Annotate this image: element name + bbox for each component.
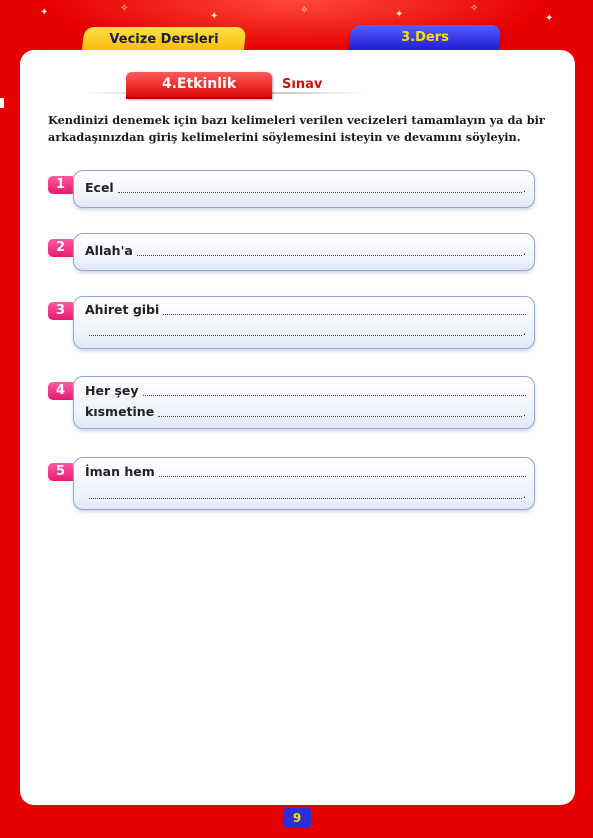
answer-box[interactable]: [73, 296, 535, 349]
prompt-label: Her şey: [85, 383, 139, 398]
answer-line[interactable]: kısmetine .: [85, 404, 526, 419]
item-number-badge: 5: [48, 463, 73, 481]
answer-box[interactable]: [73, 457, 535, 510]
answer-box[interactable]: [73, 170, 535, 208]
tab-lesson[interactable]: [349, 25, 502, 51]
item-number-badge: 4: [48, 382, 73, 400]
prompt-label: Ahiret gibi: [85, 302, 160, 317]
sparkle-icon: ✧: [300, 5, 309, 16]
activity-subtitle: Sınav: [282, 77, 323, 92]
sparkle-icon: ✦: [545, 13, 554, 24]
answer-line[interactable]: [85, 383, 526, 399]
item-number-badge: 3: [48, 302, 73, 320]
answer-line[interactable]: .: [85, 323, 526, 339]
prompt-label: Allah'a: [85, 243, 133, 258]
sparkle-icon: ✧: [470, 3, 479, 14]
prompt-label: İman hem: [85, 464, 155, 479]
item-number-badge: 2: [48, 239, 73, 257]
sparkle-icon: ✧: [120, 3, 129, 14]
edge-mark: [0, 98, 4, 108]
page-number: 9: [283, 808, 311, 828]
answer-box[interactable]: [73, 233, 535, 271]
prompt-label: kısmetine: [85, 404, 155, 419]
answer-line[interactable]: [85, 302, 526, 318]
instructions-text: Kendinizi denemek için bazı kelimeleri verilen vecizeleri tamamlayın ya da bir arkadaşınızdan giriş kelimelerini söylemesini isteyin ve devamını söyleyin.: [48, 113, 545, 144]
tab-label: Vecize Dersleri: [109, 32, 219, 47]
item-number-badge: 1: [48, 176, 73, 194]
tab-label: 3.Ders: [401, 30, 449, 45]
sparkle-icon: ✦: [210, 11, 219, 22]
answer-line[interactable]: .: [85, 486, 526, 502]
sparkle-icon: ✦: [40, 7, 49, 18]
answer-line[interactable]: [85, 464, 526, 480]
answer-line[interactable]: Allah'a .: [85, 243, 526, 258]
sparkle-icon: ✦: [395, 9, 404, 20]
answer-line[interactable]: Ecel .: [85, 180, 526, 195]
answer-box[interactable]: [73, 376, 535, 429]
activity-badge: 4.Etkinlik: [126, 72, 272, 99]
prompt-label: Ecel: [85, 180, 114, 195]
